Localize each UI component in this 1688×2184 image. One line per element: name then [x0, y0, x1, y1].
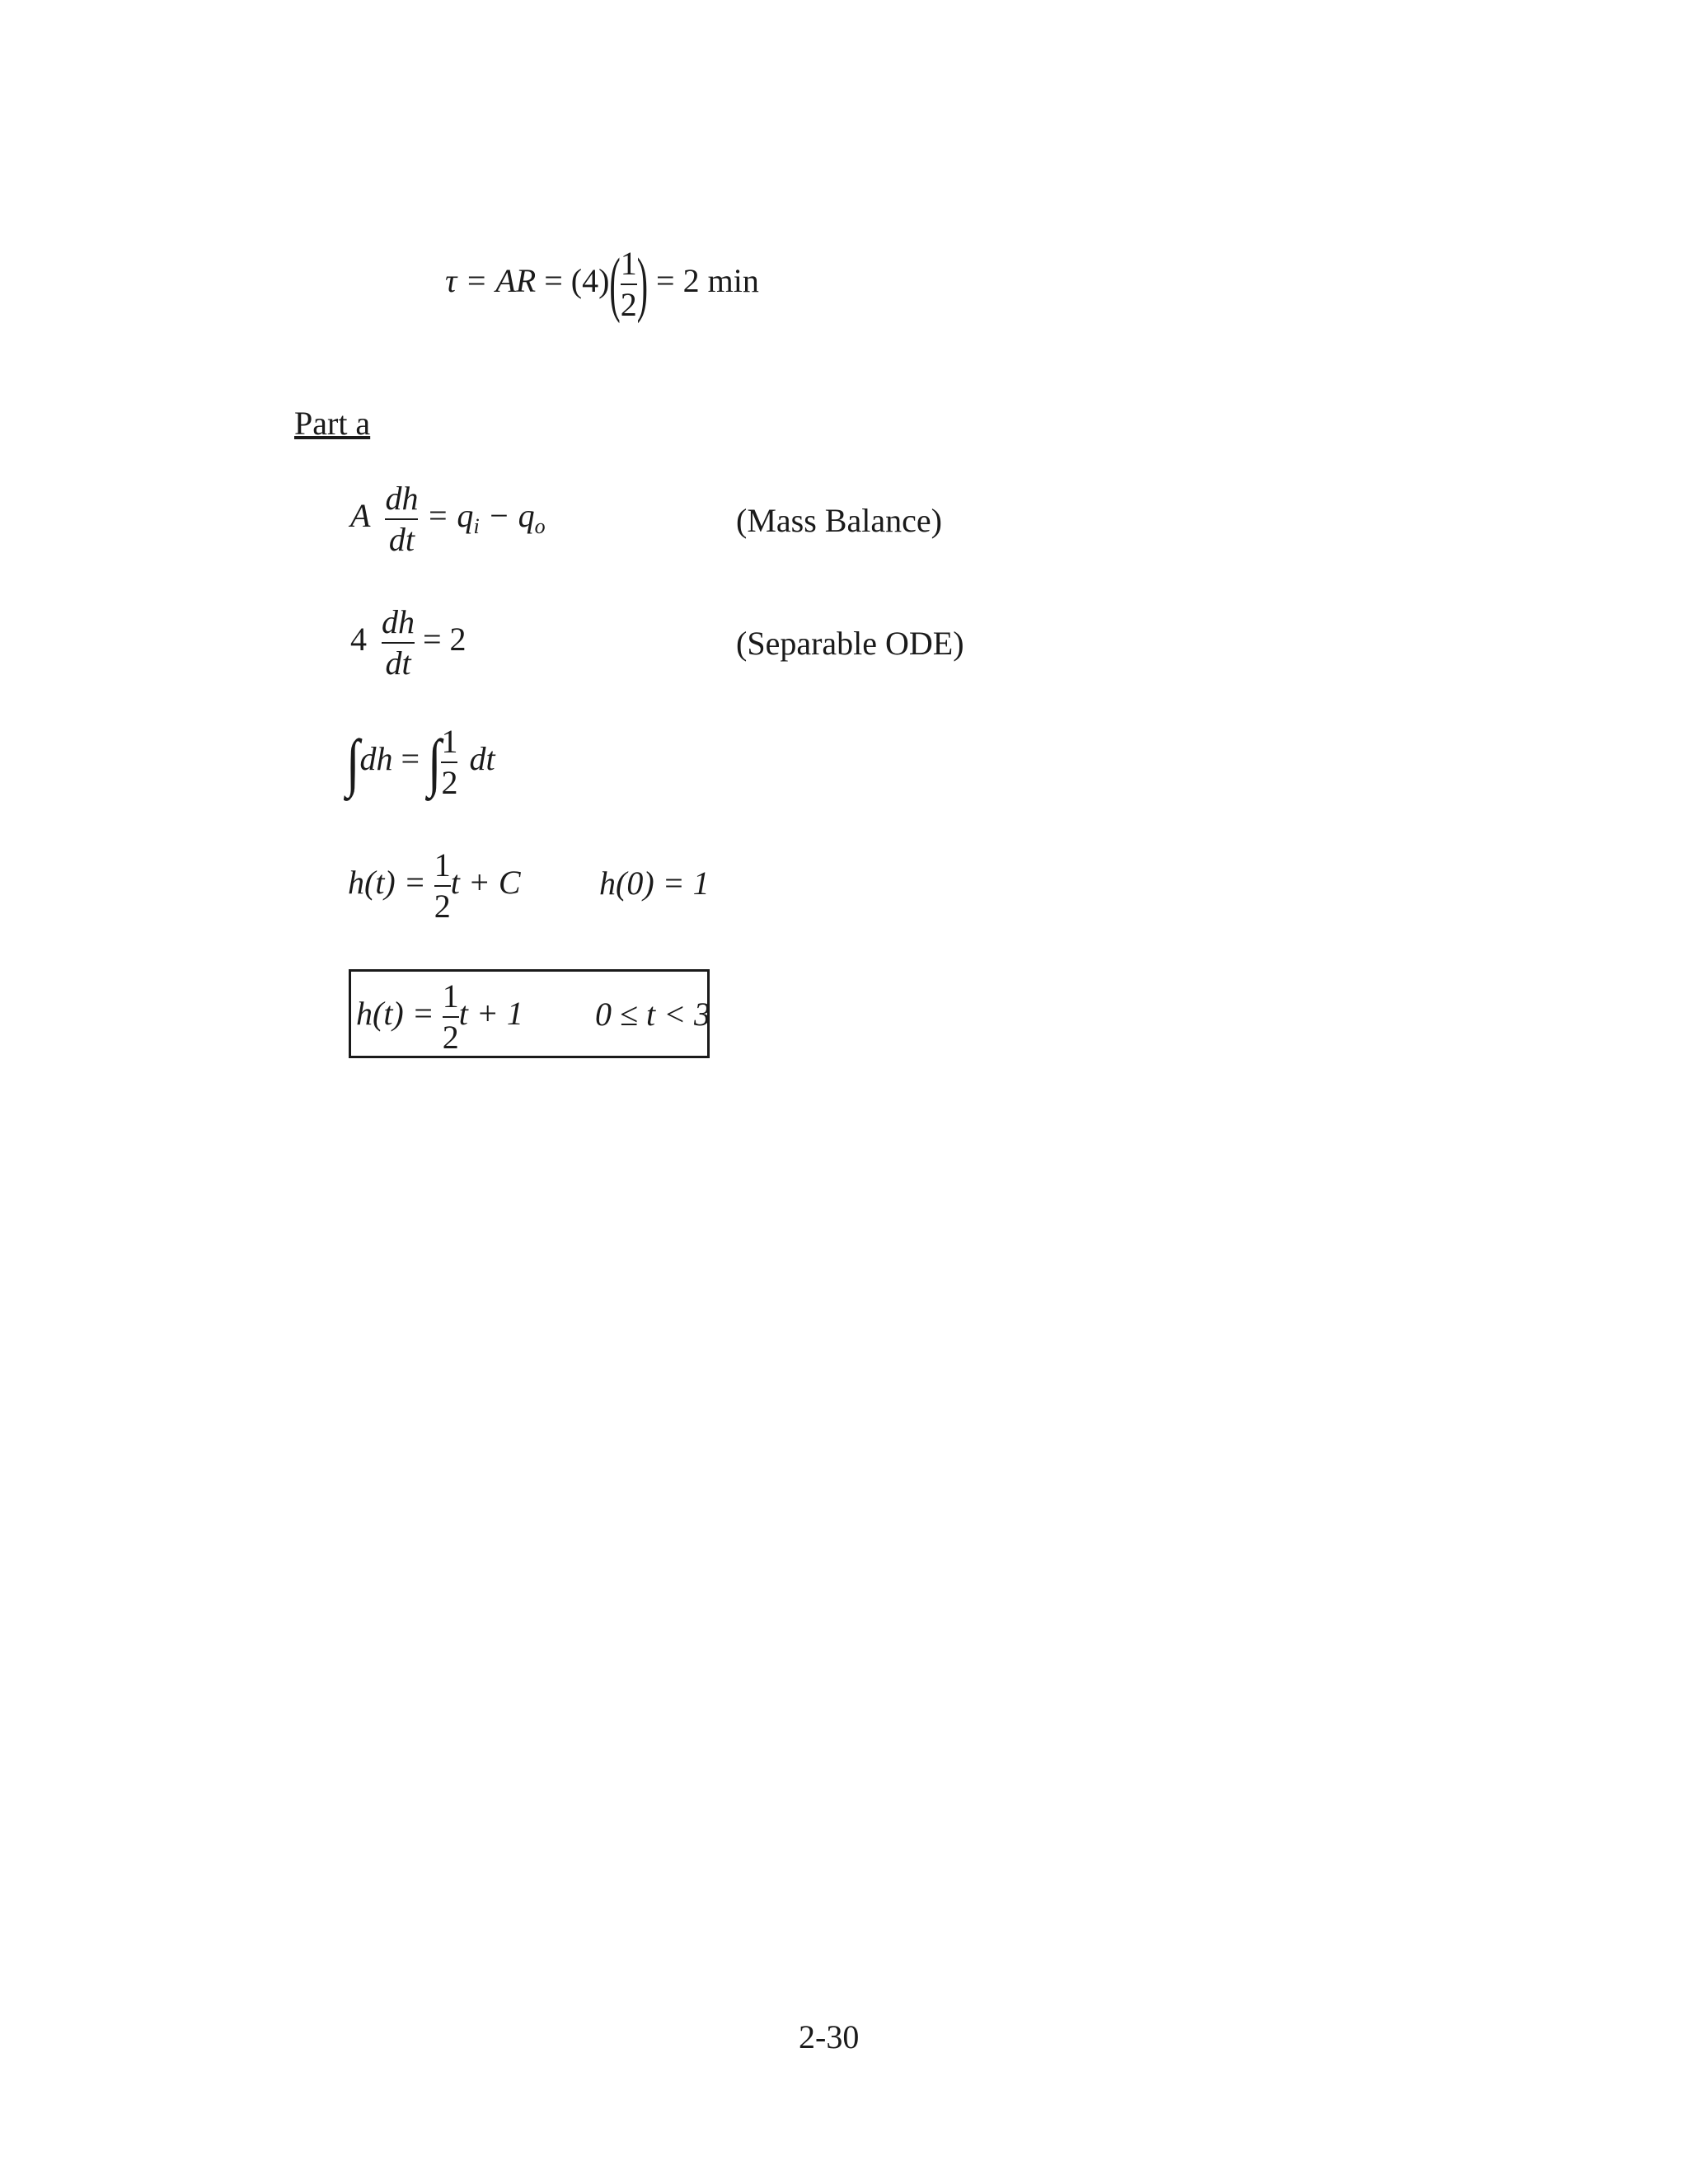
eq2-den: dt [385, 644, 411, 682]
eq1-fraction-bar [385, 518, 418, 520]
eq1-sub-i: i [473, 514, 480, 539]
eq2-rhs: = 2 [415, 621, 467, 658]
initial-condition: h(0) = 1 [599, 865, 710, 902]
eq1-fraction [385, 482, 418, 556]
eq4-num: 1 [434, 846, 451, 883]
eq5-rhs: t + 1 [458, 995, 523, 1033]
eq4-rhs: t + C [450, 864, 521, 902]
tau-num: 1 [620, 245, 637, 282]
mass-balance-note: (Mass Balance) [736, 502, 942, 539]
eq5-lhs: h(t) = [356, 995, 443, 1033]
eq3-eq: = [392, 740, 428, 778]
tau-eq: = [536, 262, 571, 300]
eq1-num: dh [385, 480, 419, 517]
tau-four: (4) [570, 262, 610, 300]
separable-ode-note: (Separable ODE) [736, 625, 964, 662]
tau-ar: AR [495, 262, 537, 300]
eq3-num: 1 [441, 723, 458, 760]
eq1-a: A [350, 497, 371, 535]
tau-lhs: τ = [445, 262, 496, 300]
tau-rhs: = 2 min [648, 262, 759, 300]
tau-den: 2 [620, 286, 637, 323]
eq3-fraction-bar [441, 762, 457, 763]
eq4-den: 2 [434, 888, 451, 925]
tau-equation [445, 242, 759, 325]
final-solution-equation [356, 977, 523, 1056]
eq3-integral-1: ∫ [346, 727, 360, 798]
eq5-fraction-bar [443, 1016, 459, 1018]
eq4-fraction [434, 846, 451, 925]
eq2-four: 4 [350, 621, 367, 658]
right-paren: ) [636, 242, 649, 325]
mass-balance-equation [350, 482, 546, 556]
eq1-sub-o: o [534, 514, 546, 539]
tau-fraction-bar [621, 284, 637, 285]
boxed-result [349, 969, 710, 1058]
eq4-lhs: h(t) = [348, 864, 434, 902]
eq2-fraction-bar [382, 642, 415, 644]
section-title: Part a [294, 405, 371, 442]
general-solution-equation [348, 846, 521, 925]
eq2-fraction [382, 603, 415, 682]
eq2-num: dh [382, 603, 415, 640]
eq3-den: 2 [441, 764, 458, 801]
left-paren: ( [609, 242, 621, 325]
eq1-minus: − q [479, 497, 535, 535]
eq3-fraction [441, 725, 457, 799]
eq3-dh: dh [359, 740, 393, 778]
separable-ode-equation [350, 603, 467, 682]
page-number: 2-30 [799, 2018, 860, 2055]
eq1-mid: = q [418, 497, 474, 535]
eq1-den: dt [388, 521, 415, 558]
eq4-fraction-bar [434, 885, 451, 887]
eq3-dt: dt [469, 740, 495, 778]
solution-range: 0 ≤ t < 3 [595, 996, 711, 1033]
eq5-num: 1 [442, 977, 459, 1015]
tau-fraction [621, 247, 637, 321]
eq5-den: 2 [442, 1019, 459, 1056]
eq5-fraction [442, 977, 459, 1056]
eq3-integral-2: ∫ [428, 727, 442, 798]
integral-equation [346, 725, 495, 799]
